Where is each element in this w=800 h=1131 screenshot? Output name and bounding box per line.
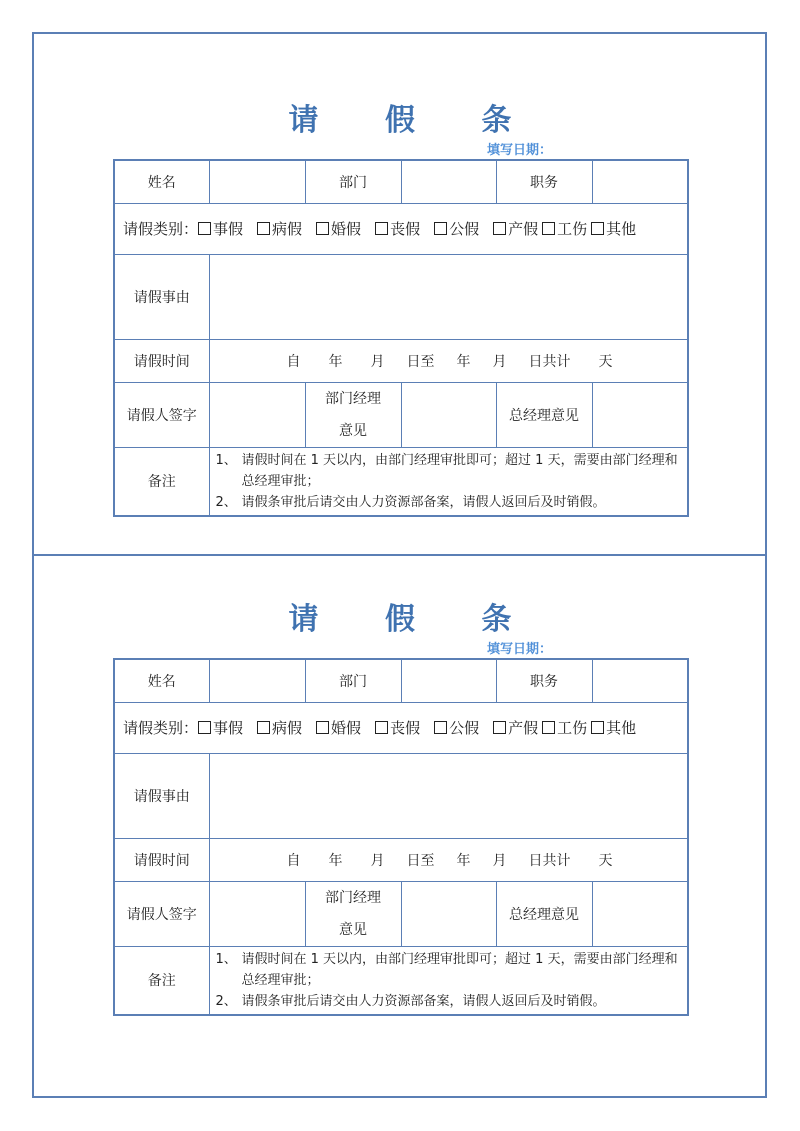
fill-date-label: 填写日期： [487, 642, 553, 657]
notes-content [209, 946, 688, 1015]
option-sick-leave[interactable]: 病假 [257, 717, 302, 738]
checkbox-icon[interactable] [198, 222, 211, 235]
option-sick-leave[interactable]: 病假 [257, 218, 302, 239]
note-item: 1、 请假时间在 1 天以内，由部门经理审批即可；超过 1 天，需要由部门经理和总经理审批； [215, 951, 678, 988]
option-personal-leave[interactable]: 事假 [198, 717, 243, 738]
applicant-sign-label: 请假人签字 [114, 881, 209, 946]
dept-manager-opinion-field[interactable] [401, 382, 496, 447]
checkbox-icon[interactable] [542, 222, 555, 235]
checkbox-icon[interactable] [591, 721, 604, 734]
leave-form-2 [113, 602, 687, 1016]
category-row [114, 203, 688, 254]
applicant-sign-label: 请假人签字 [114, 382, 209, 447]
time-field[interactable]: 自 年 月 日至 年 月 日共计 天 [209, 838, 688, 881]
option-public-leave[interactable]: 公假 [434, 717, 479, 738]
checkbox-icon[interactable] [434, 721, 447, 734]
gm-opinion-field[interactable] [592, 382, 688, 447]
time-label: 请假时间 [114, 838, 209, 881]
checkbox-icon[interactable] [198, 721, 211, 734]
option-maternity-leave[interactable]: 产假 [493, 717, 538, 738]
time-field[interactable]: 自 年 月 日至 年 月 日共计 天 [209, 339, 688, 382]
note-item: 2、 请假条审批后请交由人力资源部备案，请假人返回后及时销假。 [215, 494, 606, 510]
name-label: 姓名 [114, 659, 209, 702]
checkbox-icon[interactable] [257, 222, 270, 235]
note-item: 1、 请假时间在 1 天以内，由部门经理审批即可；超过 1 天，需要由部门经理和总经理审批； [215, 452, 678, 489]
dept-manager-opinion-field[interactable] [401, 881, 496, 946]
notes-label: 备注 [114, 946, 209, 1015]
checkbox-icon[interactable] [375, 222, 388, 235]
category-row [114, 702, 688, 753]
dept-label: 部门 [305, 160, 401, 203]
fill-date-label: 填写日期： [487, 143, 553, 158]
form-title: 请 假 条 [288, 602, 540, 637]
option-injury-leave[interactable]: 工伤 [542, 717, 587, 738]
notes-label: 备注 [114, 447, 209, 516]
checkbox-icon[interactable] [542, 721, 555, 734]
leave-form-1 [113, 103, 687, 517]
category-label: 请假类别： [123, 719, 199, 737]
name-label: 姓名 [114, 160, 209, 203]
dept-manager-opinion-label: 部门经理 意见 [305, 382, 401, 447]
option-marriage-leave[interactable]: 婚假 [316, 218, 361, 239]
option-bereavement-leave[interactable]: 丧假 [375, 717, 420, 738]
time-label: 请假时间 [114, 339, 209, 382]
checkbox-icon[interactable] [257, 721, 270, 734]
dept-field[interactable] [401, 160, 496, 203]
leave-table [113, 658, 689, 1016]
checkbox-icon[interactable] [493, 721, 506, 734]
dept-manager-opinion-label: 部门经理 意见 [305, 881, 401, 946]
checkbox-icon[interactable] [316, 222, 329, 235]
applicant-sign-field[interactable] [209, 881, 305, 946]
option-other-leave[interactable]: 其他 [591, 717, 636, 738]
gm-opinion-label: 总经理意见 [496, 881, 592, 946]
checkbox-icon[interactable] [591, 222, 604, 235]
gm-opinion-field[interactable] [592, 881, 688, 946]
option-personal-leave[interactable]: 事假 [198, 218, 243, 239]
option-marriage-leave[interactable]: 婚假 [316, 717, 361, 738]
position-label: 职务 [496, 160, 592, 203]
reason-field[interactable] [209, 753, 688, 838]
option-bereavement-leave[interactable]: 丧假 [375, 218, 420, 239]
leave-table [113, 159, 689, 517]
checkbox-icon[interactable] [493, 222, 506, 235]
form-title: 请 假 条 [288, 103, 540, 138]
dept-label: 部门 [305, 659, 401, 702]
option-maternity-leave[interactable]: 产假 [493, 218, 538, 239]
option-injury-leave[interactable]: 工伤 [542, 218, 587, 239]
notes-content [209, 447, 688, 516]
name-field[interactable] [209, 659, 305, 702]
reason-field[interactable] [209, 254, 688, 339]
position-field[interactable] [592, 160, 688, 203]
applicant-sign-field[interactable] [209, 382, 305, 447]
name-field[interactable] [209, 160, 305, 203]
option-public-leave[interactable]: 公假 [434, 218, 479, 239]
position-field[interactable] [592, 659, 688, 702]
gm-opinion-label: 总经理意见 [496, 382, 592, 447]
checkbox-icon[interactable] [316, 721, 329, 734]
checkbox-icon[interactable] [434, 222, 447, 235]
option-other-leave[interactable]: 其他 [591, 218, 636, 239]
category-label: 请假类别： [123, 220, 199, 238]
position-label: 职务 [496, 659, 592, 702]
note-item: 2、 请假条审批后请交由人力资源部备案，请假人返回后及时销假。 [215, 993, 606, 1009]
cut-line [32, 554, 767, 556]
reason-label: 请假事由 [114, 753, 209, 838]
checkbox-icon[interactable] [375, 721, 388, 734]
dept-field[interactable] [401, 659, 496, 702]
reason-label: 请假事由 [114, 254, 209, 339]
